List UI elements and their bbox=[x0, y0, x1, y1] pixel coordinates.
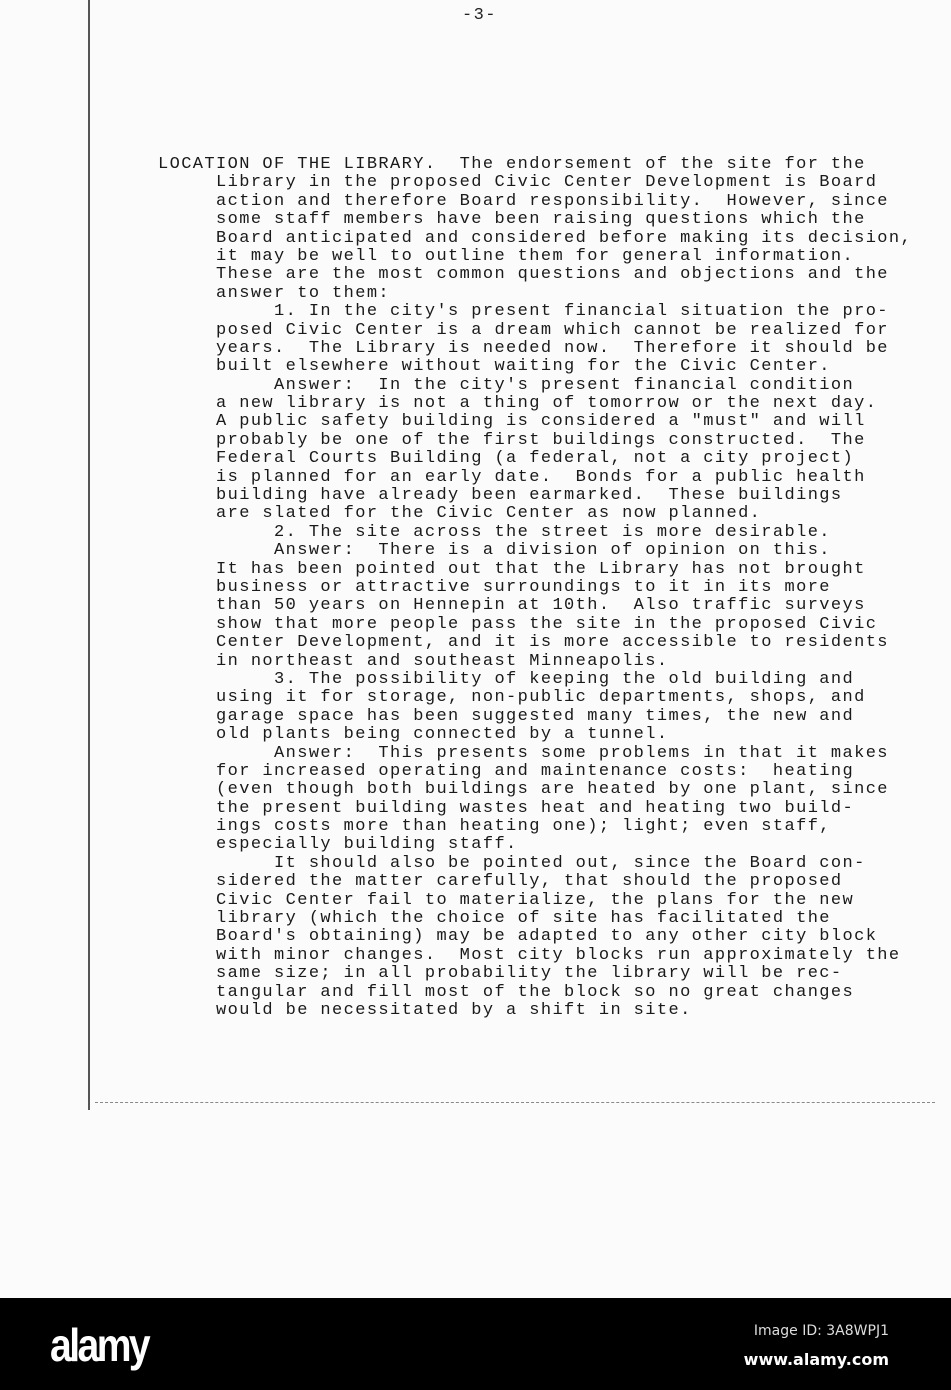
text-line: Answer: There is a division of opinion on this. bbox=[158, 541, 831, 561]
text-line: Civic Center fail to materialize, the plans for the new bbox=[158, 890, 855, 910]
text-line: same size; in all probability the library will be rec- bbox=[158, 964, 843, 984]
text-line: a new library is not a thing of tomorrow or the next day. bbox=[158, 394, 878, 414]
text-line: building have already been earmarked. These buildings bbox=[158, 486, 843, 506]
watermark-footer bbox=[0, 1298, 951, 1390]
text-line: 2. The site across the street is more desirable. bbox=[158, 522, 831, 542]
text-line: some staff members have been raising questions which the bbox=[158, 210, 866, 230]
bottom-divider bbox=[95, 1102, 935, 1103]
alamy-logo: alamy bbox=[50, 1319, 149, 1371]
text-line: the present building wastes heat and heating two build- bbox=[158, 798, 855, 818]
text-line: garage space has been suggested many times, the new and bbox=[158, 706, 855, 726]
text-line: are slated for the Civic Center as now planned. bbox=[158, 504, 762, 524]
text-line: in northeast and southeast Minneapolis. bbox=[158, 651, 669, 671]
text-line: answer to them: bbox=[158, 283, 391, 303]
text-line: 3. The possibility of keeping the old building and bbox=[158, 669, 855, 689]
text-line: sidered the matter carefully, that should the proposed bbox=[158, 872, 843, 892]
text-line: It has been pointed out that the Library has not brought bbox=[158, 559, 866, 579]
text-line: for increased operating and maintenance costs: heating bbox=[158, 761, 855, 781]
image-id: Image ID: 3A8WPJ1 bbox=[753, 1323, 889, 1339]
text-line: library (which the choice of site has facilitated the bbox=[158, 909, 831, 929]
text-line: probably be one of the first buildings constructed. The bbox=[158, 430, 866, 450]
text-line: than 50 years on Hennepin at 10th. Also traffic surveys bbox=[158, 596, 866, 616]
text-line: business or attractive surroundings to it in its more bbox=[158, 577, 831, 597]
text-line: posed Civic Center is a dream which cannot be realized for bbox=[158, 320, 889, 340]
text-line: (even though both buildings are heated by one plant, since bbox=[158, 780, 889, 800]
text-line: Answer: In the city's present financial condition bbox=[158, 375, 855, 395]
text-line: ings costs more than heating one); light; even staff, bbox=[158, 817, 831, 837]
text-line: It should also be pointed out, since the Board con- bbox=[158, 853, 866, 873]
text-line: action and therefore Board responsibility. However, since bbox=[158, 191, 889, 211]
text-line: with minor changes. Most city blocks run approximately the bbox=[158, 945, 901, 965]
text-line: Board's obtaining) may be adapted to any other city block bbox=[158, 927, 878, 947]
text-line: would be necessitated by a shift in site. bbox=[158, 1000, 692, 1020]
text-line: Answer: This presents some problems in that it makes bbox=[158, 743, 889, 763]
text-line: A public safety building is considered a "must" and will bbox=[158, 412, 866, 432]
text-line: especially building staff. bbox=[158, 835, 518, 855]
text-line: Library in the proposed Civic Center Development is Board bbox=[158, 173, 878, 193]
text-line: tangular and fill most of the block so no great changes bbox=[158, 982, 855, 1002]
text-line: These are the most common questions and objections and the bbox=[158, 265, 889, 285]
page-number: -3- bbox=[462, 6, 497, 25]
text-line: Center Development, and it is more accessible to residents bbox=[158, 633, 889, 653]
text-line: years. The Library is needed now. Therefore it should be bbox=[158, 338, 889, 358]
text-line: Federal Courts Building (a federal, not a city project) bbox=[158, 449, 855, 469]
left-margin-line bbox=[88, 0, 90, 1110]
text-line: Board anticipated and considered before making its decision, bbox=[158, 228, 913, 248]
text-line: it may be well to outline them for general information. bbox=[158, 246, 855, 266]
text-line: using it for storage, non-public departments, shops, and bbox=[158, 688, 866, 708]
text-line: is planned for an early date. Bonds for a public health bbox=[158, 467, 866, 487]
document-body bbox=[158, 156, 912, 1020]
website-link: www.alamy.com bbox=[743, 1350, 889, 1369]
text-line: show that more people pass the site in the proposed Civic bbox=[158, 614, 878, 634]
text-line: built elsewhere without waiting for the Civic Center. bbox=[158, 357, 831, 377]
text-line: old plants being connected by a tunnel. bbox=[158, 725, 669, 745]
text-line: LOCATION OF THE LIBRARY. The endorsement of the site for the bbox=[158, 155, 866, 174]
text-line: 1. In the city's present financial situation the pro- bbox=[158, 302, 889, 322]
